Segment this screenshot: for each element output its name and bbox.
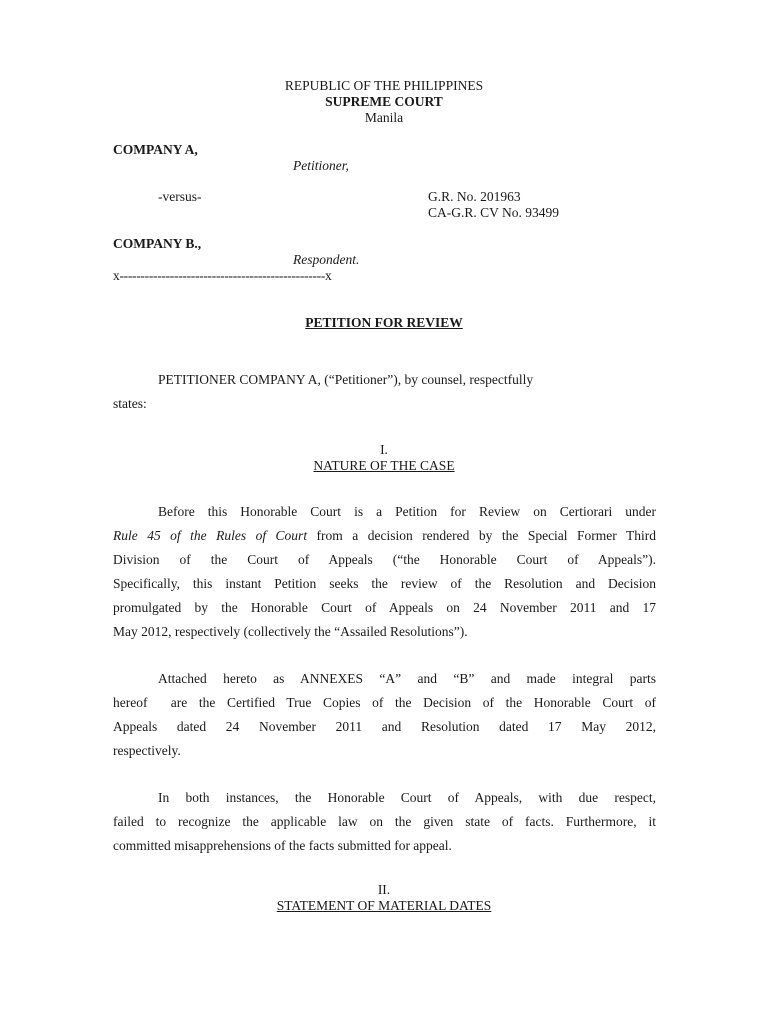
p1-line-6: May 2012, respectively (collectively the “Assailed Resolutions”). — [113, 624, 468, 639]
section-2-heading: STATEMENT OF MATERIAL DATES — [276, 898, 492, 913]
petitioner-name: COMPANY A, — [113, 142, 198, 157]
rule-45-citation: Rule 45 of the Rules of Court — [113, 528, 308, 543]
intro-line-1: PETITIONER COMPANY A, (“Petitioner”), by counsel, respectfully — [158, 372, 534, 387]
intro-paragraph — [113, 368, 656, 416]
header-city: Manila — [364, 110, 404, 125]
p1-line-2-rest: from a decision rendered by the Special Former Third — [307, 528, 656, 543]
header-court: SUPREME COURT — [325, 94, 443, 109]
intro-line-2: states: — [113, 396, 147, 411]
p2-line-1: Attached hereto as ANNEXES “A” and “B” and made integral parts — [158, 671, 656, 686]
section-1-heading: NATURE OF THE CASE — [313, 458, 455, 473]
section-2-numeral: II. — [377, 882, 391, 897]
caption-divider: x-------------------------------------------------x — [113, 268, 332, 283]
respondent-name: COMPANY B., — [113, 236, 202, 251]
p2-line-2: hereof are the Certified True Copies of the Decision of the Honorable Court of — [113, 695, 656, 710]
p2-line-4: respectively. — [113, 743, 181, 758]
p2-line-3: Appeals dated 24 November 2011 and Resolution dated 17 May 2012, — [113, 719, 656, 734]
p3-line-3: committed misapprehensions of the facts submitted for appeal. — [113, 838, 452, 853]
document-title: PETITION FOR REVIEW — [305, 315, 463, 330]
p1-line-1: Before this Honorable Court is a Petition for Review on Certiorari under — [158, 504, 656, 519]
section-1-numeral: I. — [380, 442, 388, 457]
p3-line-1: In both instances, the Honorable Court of Appeals, with due respect, — [158, 790, 656, 805]
respondent-role: Respondent. — [293, 252, 360, 267]
versus-label: -versus- — [158, 189, 202, 204]
header-republic: REPUBLIC OF THE PHILIPPINES — [284, 78, 484, 93]
p1-line-4: Specifically, this instant Petition seeks the review of the Resolution and Decision — [113, 576, 656, 591]
gr-number: G.R. No. 201963 — [428, 189, 521, 204]
section-1-paragraph-3 — [113, 786, 656, 858]
p1-line-3: Division of the Court of Appeals (“the Honorable Court of Appeals”). — [113, 552, 656, 567]
section-1-paragraph-2 — [113, 667, 656, 763]
petitioner-role: Petitioner, — [293, 158, 349, 173]
p1-line-5: promulgated by the Honorable Court of Appeals on 24 November 2011 and 17 — [113, 600, 656, 615]
p1-line-2 — [113, 524, 656, 548]
p3-line-2: failed to recognize the applicable law on the given state of facts. Furthermore, it — [113, 814, 656, 829]
section-1-paragraph-1 — [113, 500, 656, 644]
ca-gr-number: CA-G.R. CV No. 93499 — [428, 205, 560, 220]
